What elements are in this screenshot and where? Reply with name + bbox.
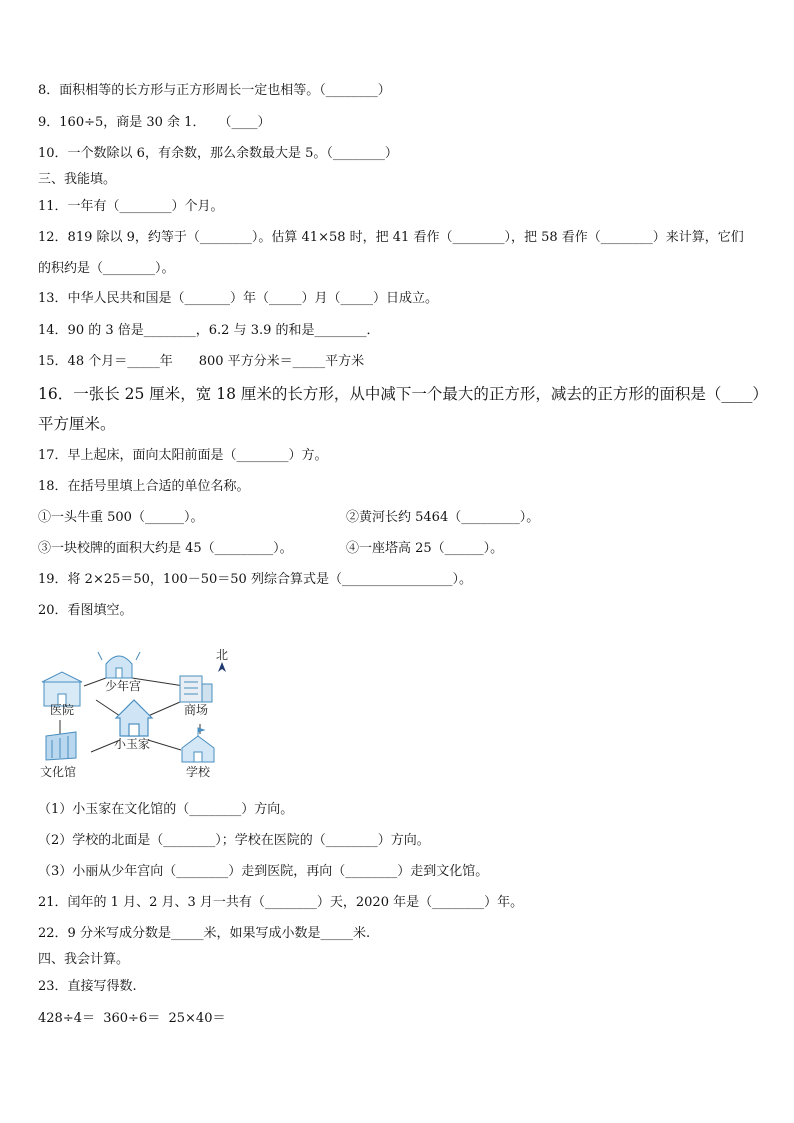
- path-hospital-home: [96, 700, 120, 716]
- label-home: 小玉家: [114, 737, 151, 751]
- q12-line1: 12．819 除以 9，约等于（________）。估算 41×58 时，把 41 看作（________），把 58 看作（________）来计算，它们: [38, 230, 744, 245]
- q23-expressions: 428÷4＝ 360÷6＝ 25×40＝: [38, 1011, 226, 1026]
- q20-sub3: （3）小丽从少年宫向（________）走到医院，再向（________）走到文化馆。: [38, 864, 489, 879]
- mall-icon: [180, 676, 212, 702]
- culture-hall-icon: [46, 732, 76, 760]
- q18-item4: ④一座塔高 25（______）。: [346, 541, 504, 556]
- q8: 8．面积相等的长方形与正方形周长一定也相等。（________）: [38, 83, 391, 98]
- q18-item2: ②黄河长约 5464（_________）。: [346, 510, 540, 525]
- location-map: [36, 640, 236, 782]
- q18-item1: ①一头牛重 500（______）。: [38, 510, 204, 525]
- hospital-icon: [42, 672, 82, 706]
- youth-palace-icon: [98, 652, 140, 678]
- q11: 11．一年有（________）个月。: [38, 199, 224, 214]
- label-hospital: 医院: [50, 703, 75, 717]
- q15: 15．48 个月＝_____年 800 平方分米＝_____平方米: [38, 354, 365, 369]
- label-mall: 商场: [184, 703, 209, 717]
- label-youth-palace: 少年宫: [105, 679, 142, 693]
- path-palace-hospital: [84, 678, 106, 686]
- path-home-mall: [148, 702, 180, 716]
- q16-line2: 平方厘米。: [38, 415, 116, 433]
- label-culture-hall: 文化馆: [40, 765, 77, 779]
- q10: 10．一个数除以 6，有余数，那么余数最大是 5。（________）: [38, 146, 398, 161]
- q14: 14．90 的 3 倍是________，6.2 与 3.9 的和是________．: [38, 323, 380, 338]
- q16-line1: 16．一张长 25 厘米，宽 18 厘米的长方形，从中减下一个最大的正方形，减去的正方形的面积是（____）: [38, 385, 768, 403]
- q23: 23．直接写得数.: [38, 979, 137, 994]
- q20: 20．看图填空。: [38, 603, 133, 618]
- q13: 13．中华人民共和国是（_______）年（_____）月（_____）日成立。: [38, 291, 439, 306]
- q18: 18．在括号里填上合适的单位名称。: [38, 479, 250, 494]
- q22: 22．9 分米写成分数是_____米，如果写成小数是_____米.: [38, 926, 371, 941]
- q12-line2: 的积约是（________）。: [38, 261, 175, 276]
- q19: 19．将 2×25＝50，100－50＝50 列综合算式是（_________________）。: [38, 572, 472, 587]
- q18-item3: ③一块校牌的面积大约是 45（_________）。: [38, 541, 293, 556]
- q20-sub1: （1）小玉家在文化馆的（________）方向。: [38, 802, 294, 817]
- school-icon: [182, 728, 214, 762]
- section-3-title: 三、我能填。: [38, 172, 117, 187]
- label-school: 学校: [186, 765, 211, 779]
- q17: 17．早上起床，面向太阳前面是（________）方。: [38, 448, 328, 463]
- section-4-title: 四、我会计算。: [38, 952, 130, 967]
- q21: 21．闰年的 1 月、2 月、3 月一共有（________）天，2020 年是（________）年。: [38, 895, 524, 910]
- home-icon: [116, 700, 152, 736]
- path-home-school: [148, 740, 181, 750]
- q20-sub2: （2）学校的北面是（________）；学校在医院的（________）方向。: [38, 833, 430, 848]
- north-arrow-icon: [218, 662, 226, 672]
- q9: 9．160÷5，商是 30 余 1． （____）: [38, 115, 271, 130]
- north-label: 北: [216, 648, 229, 662]
